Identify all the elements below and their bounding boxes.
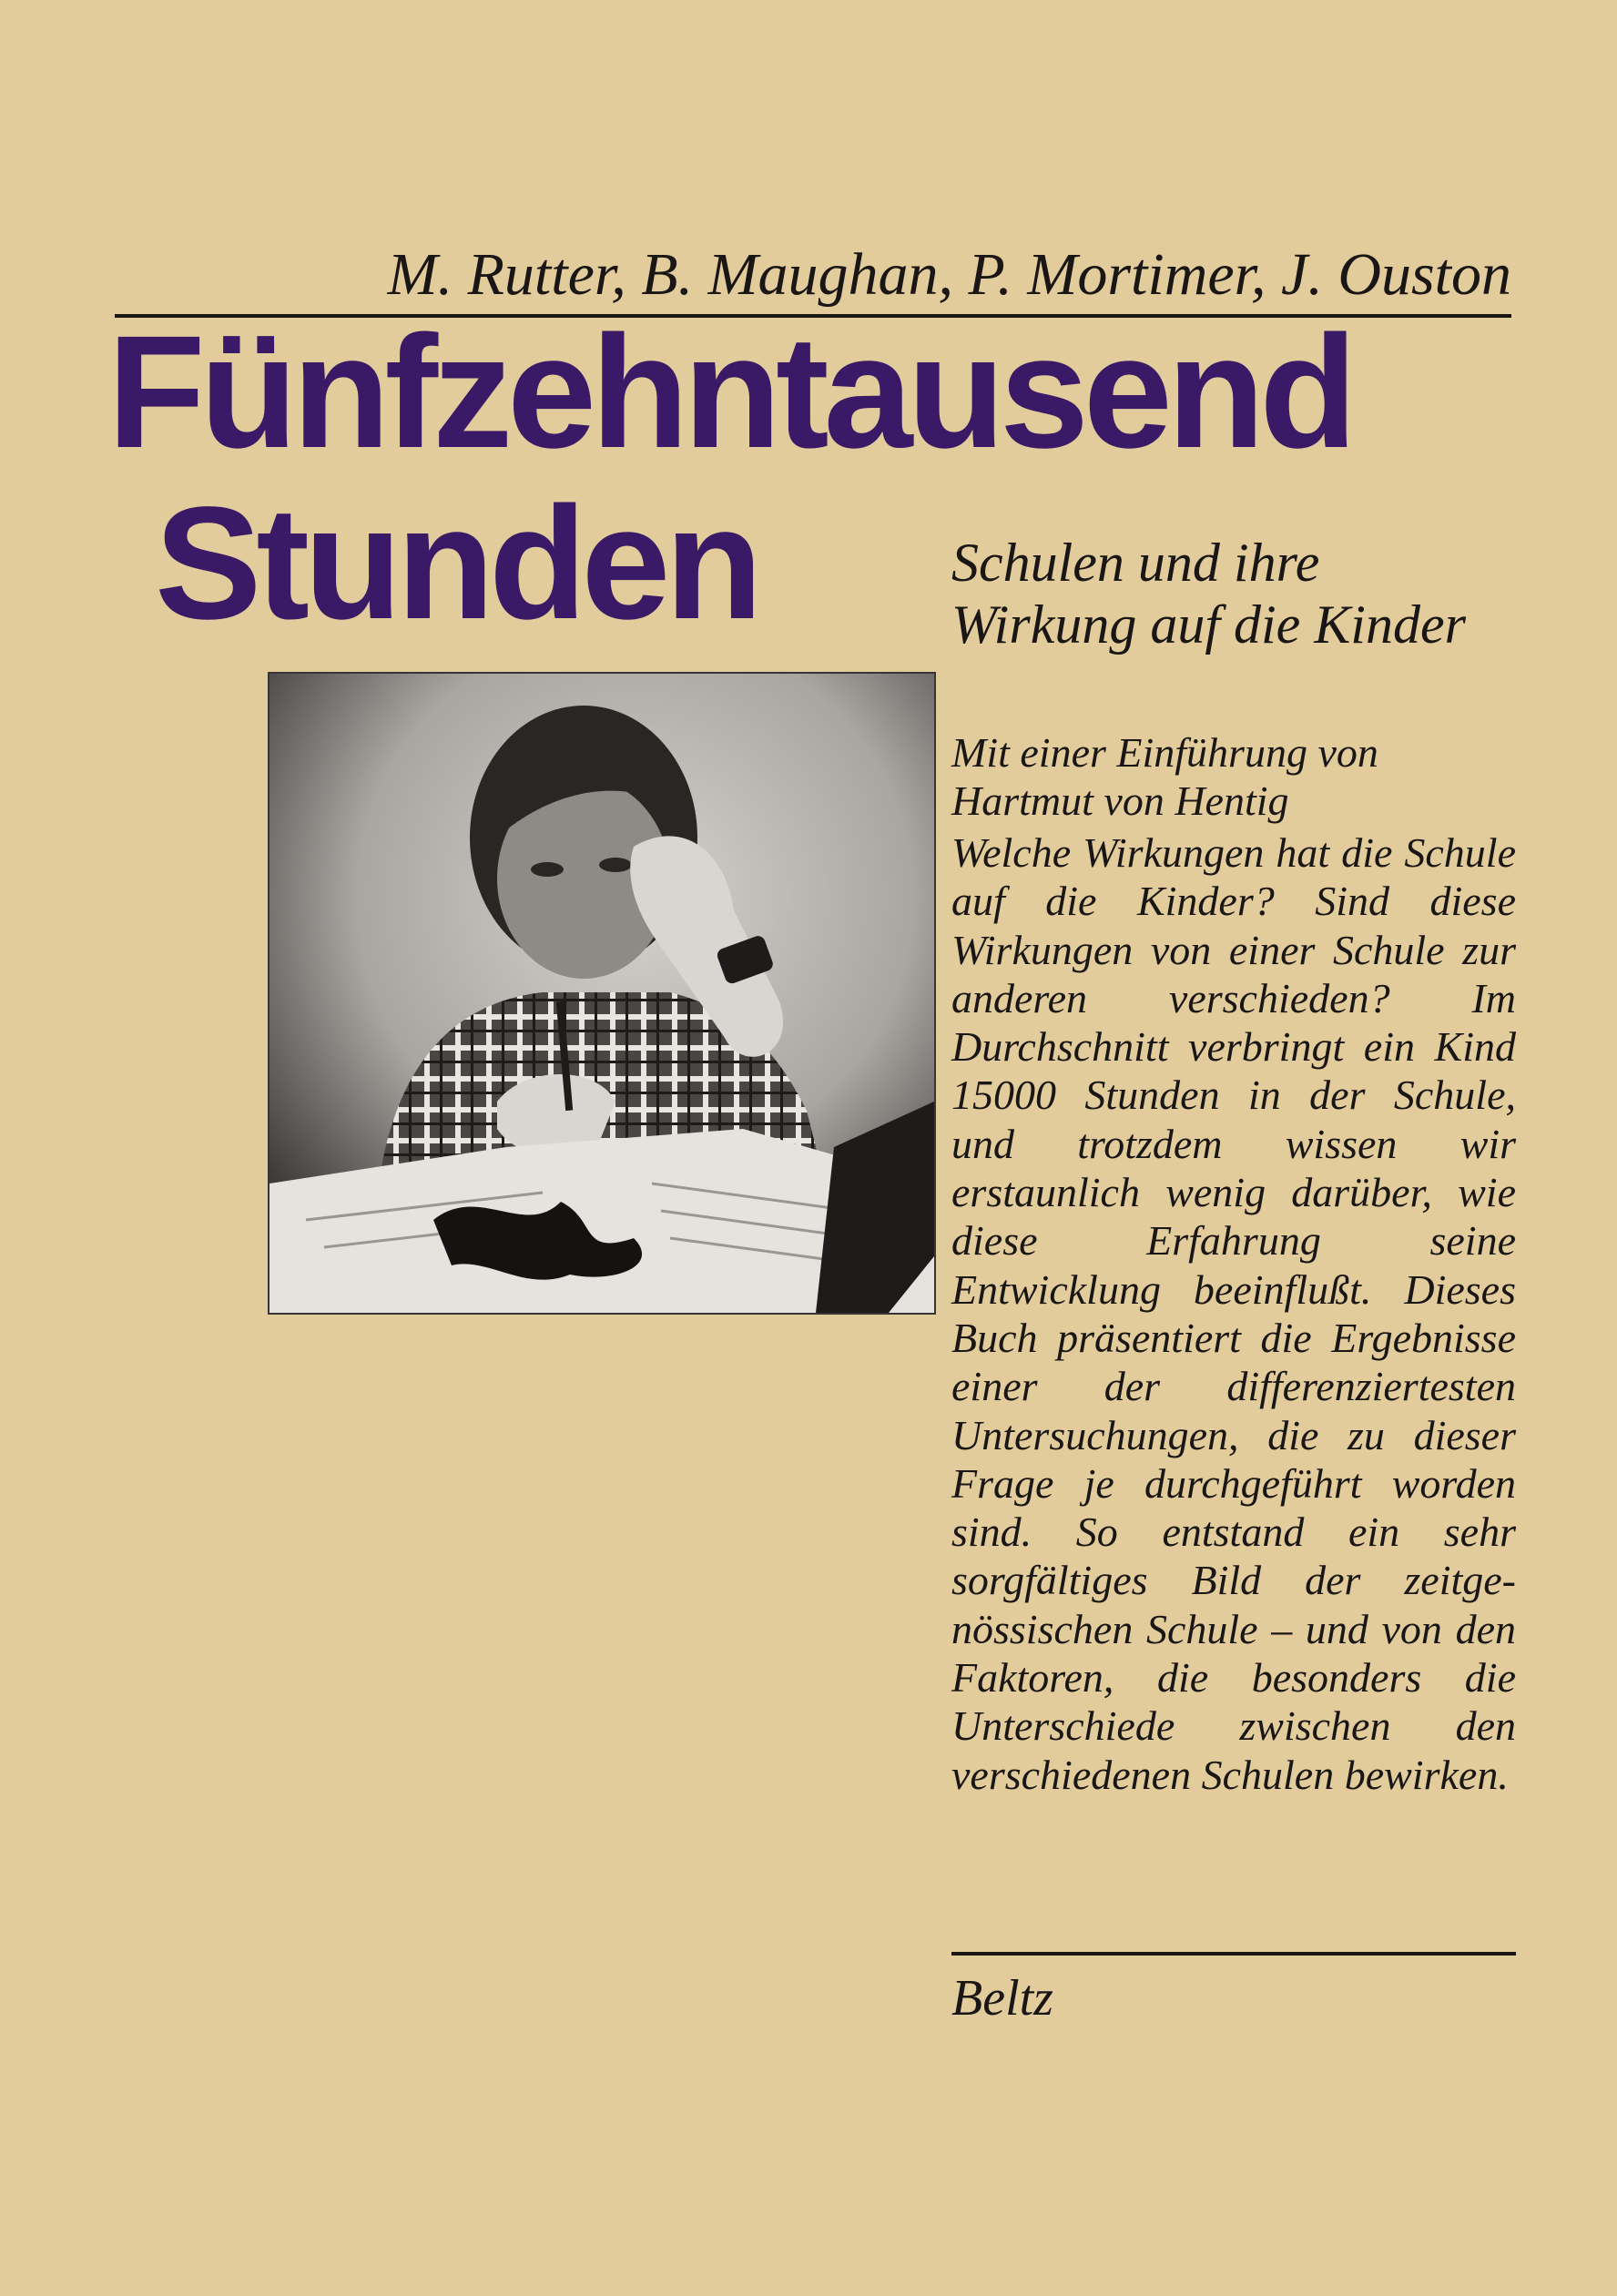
publisher-name: Beltz	[951, 1970, 1053, 2027]
boy-studying-photo	[270, 674, 934, 1313]
authors: M. Rutter, B. Maughan, P. Mortimer, J. Ouston	[387, 241, 1511, 308]
cover-blurb: Welche Wirkungen hat die Schule auf die Kinder? Sind diese Wirkungen von einer Schule zur anderen verschieden? Im Durchschnitt verbringt ein Kind 15000 Stunden in der Schule, und trotzdem wissen wir erstaunlich wenig darüber, wie diese Erfahrung seine Entwicklung beeinflußt. Dieses Buch präsentiert die Ergebnisse einer der differenziertesten Untersuchungen, die zu dieser Frage je durchgeführt worden sind. So entstand ein sehr sorgfältiges Bild der zeitgenössischen Schule – und von den Faktoren, die besonders die Unterschiede zwischen den verschiedenen Schulen bewirken.	[951, 829, 1516, 1798]
book-title	[107, 303, 1528, 482]
subtitle: Schulen und ihre Wirkung auf die Kinder	[951, 533, 1466, 655]
bottom-rule	[951, 1952, 1516, 1956]
title-line-1: Fünfzehntausend	[107, 303, 1352, 482]
title-line-2: Stunden	[155, 474, 758, 653]
introduction-note: Mit einer Einführung von Hartmut von Hentig	[951, 729, 1378, 824]
cover-photo	[268, 672, 936, 1315]
